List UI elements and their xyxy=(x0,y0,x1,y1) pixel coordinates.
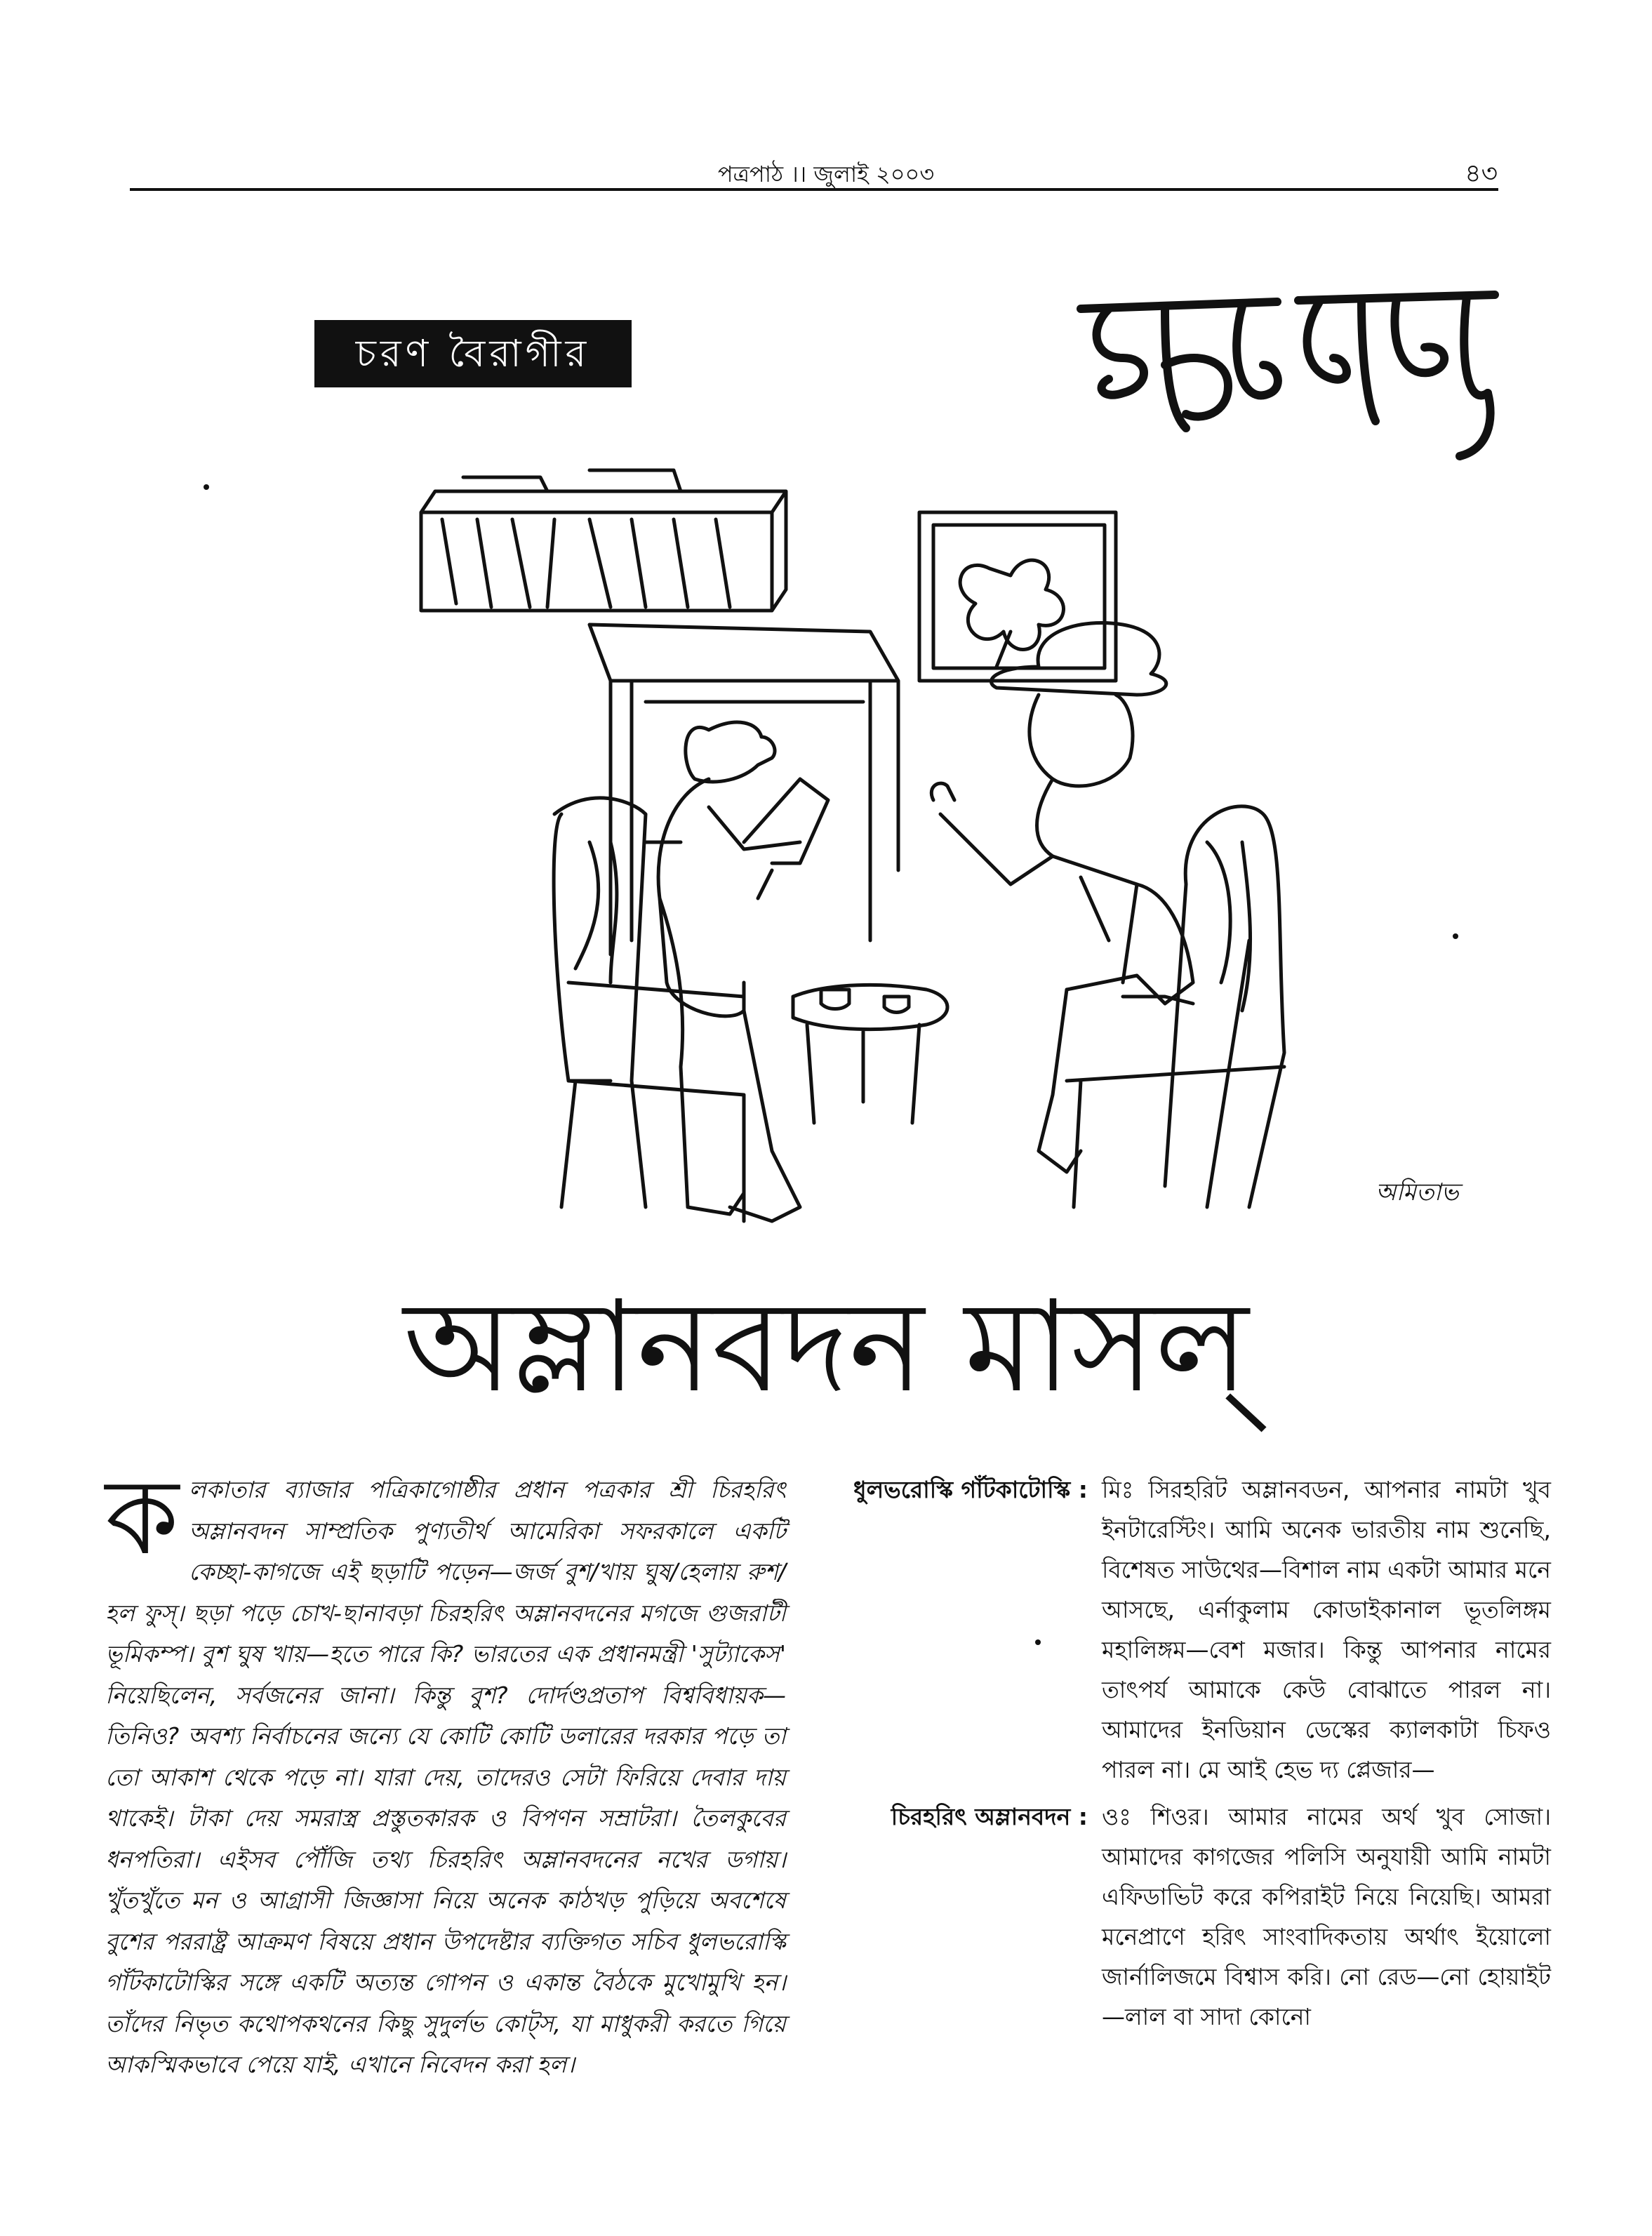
page-header xyxy=(0,160,1652,188)
dialogue-column xyxy=(835,1470,1551,2044)
column-byline: চরণ বৈরাগীর xyxy=(314,320,632,387)
cartoon-illustration xyxy=(379,449,1502,1235)
journal-issue-line: পত্রপাঠ ।। জুলাই ২০০৩ xyxy=(717,161,935,187)
page-number: ৪৩ xyxy=(1465,159,1498,188)
speech-text: ওঃ শিওর। আমার নামের অর্থ খুব সোজা। আমাদের কাগজের পলিসি অনুযায়ী আমি নামটা এফিডাভিট করে কপিরাইট নিয়ে নিয়েছি। আমরা মনেপ্রাণে হরিৎ সাংবাদিকতায় অর্থাৎ ইয়োলো জার্নালিজমে বিশ্বাস করি। নো রেড—নো হোয়াইট—লাল বা সাদা কোনো xyxy=(1102,1803,1551,2030)
column-logo-text: ইকড়ি মিকড়ি xyxy=(1284,455,1292,457)
speaker-name: চিরহরিৎ অম্লানবদন : xyxy=(891,1803,1088,1830)
intro-text: লকাতার ব্যাজার পত্রিকাগোষ্ঠীর প্রধান পত্রকার শ্রী চিরহরিৎ অম্লানবদন সাম্প্রতিক পুণ্যতীর্থ আমেরিকা সফরকালে একটি কেচ্ছা-কাগজে এই ছড়াটি পড়েন—জর্জ বুশ/খায় ঘুষ/হেলায় রুশ/হল ফুস্। ছড়া পড়ে চোখ-ছানাবড়া চিরহরিৎ অম্লানবদনের মগজে গুজরাটী ভূমিকম্প। বুশ ঘুষ খায়—হতে পারে কি? ভারতের এক প্রধানমন্ত্রী 'সুট্যাকেস' নিয়েছিলেন, সর্বজনের জানা। কিন্তু বুশ? দোর্দণ্ডপ্রতাপ বিশ্ববিধায়ক—তিনিও? অবশ্য নির্বাচনের জন্যে যে কোটি কোটি ডলারের দরকার পড়ে তা তো আকাশ থেকে পড়ে না। যারা দেয়, তাদেরও সেটা ফিরিয়ে দেবার দায় থাকেই। টাকা দেয় সমরাস্ত্র প্রস্তুতকারক ও বিপণন সম্রাটরা। তৈলকুবের ধনপতিরা। এইসব পৌঁজি তথ্য চিরহরিৎ অম্লানবদনের নখের ডগায়। খুঁতখুঁতে মন ও আগ্রাসী জিজ্ঞাসা নিয়ে অনেক কাঠখড় পুড়িয়ে অবশেষে বুশের পররাষ্ট্র আক্রমণ বিষয়ে প্রধান উপদেষ্টার ব্যক্তিগত সচিব ধুলভরোস্কি গাঁটকাটোস্কির সঙ্গে একটি অত্যন্ত গোপন ও একান্ত বৈঠকে মুখোমুখি হন। তাঁদের নিভৃত কথোপকথনের কিছু সুদুর্লভ কোট্স, যা মাধুকরী করতে গিয়ে আকস্মিকভাবে পেয়ে যাই, এখানে নিবেদন করা হল। xyxy=(105,1476,786,2078)
right-chair-illustration xyxy=(1067,806,1284,1207)
scan-speck xyxy=(1453,933,1458,939)
dialogue-entry xyxy=(835,1470,1551,1790)
dialogue-entry xyxy=(835,1797,1551,2037)
article-headline: অম্লানবদন মাসল্ xyxy=(403,1274,1249,1420)
scan-speck xyxy=(1035,1639,1041,1645)
reporter-illustration xyxy=(686,722,775,782)
teacup-illustration xyxy=(821,990,909,1013)
intro-paragraph xyxy=(105,1456,786,2086)
column-logo xyxy=(1067,253,1502,463)
left-chair-illustration xyxy=(554,798,744,1221)
coffee-table-illustration xyxy=(793,985,947,1123)
scan-speck xyxy=(204,484,209,490)
header-rule xyxy=(130,188,1498,191)
wall-painting-illustration xyxy=(919,512,1116,681)
bookshelf-illustration xyxy=(421,491,786,611)
drop-cap: ক xyxy=(105,1456,179,1578)
hatted-man-illustration xyxy=(992,623,1166,696)
desk-illustration xyxy=(589,625,898,954)
cartoonist-signature: অমিতাভ xyxy=(1375,1178,1459,1206)
speech-text: মিঃ সিরহরিট অম্লানবডন, আপনার নামটা খুব ইনটারেস্টিং। আমি অনেক ভারতীয় নাম শুনেছি, বিশেষত সাউথের—বিশাল নাম একটা আমার মনে আসছে, এর্নাকুলাম কোডাইকানাল ভূতলিঙ্গম মহালিঙ্গম—বেশ মজার। কিন্তু আপনার নামের তাৎপর্য আমাকে কেউ বোঝাতে পারল না। আমাদের ইনডিয়ান ডেস্কের ক্যালকাটা চিফও পারল না। মে আই হেভ দ্য প্লেজার— xyxy=(1102,1476,1551,1783)
speaker-name: ধুলভরোস্কি গাঁটকাটোস্কি : xyxy=(853,1476,1088,1503)
